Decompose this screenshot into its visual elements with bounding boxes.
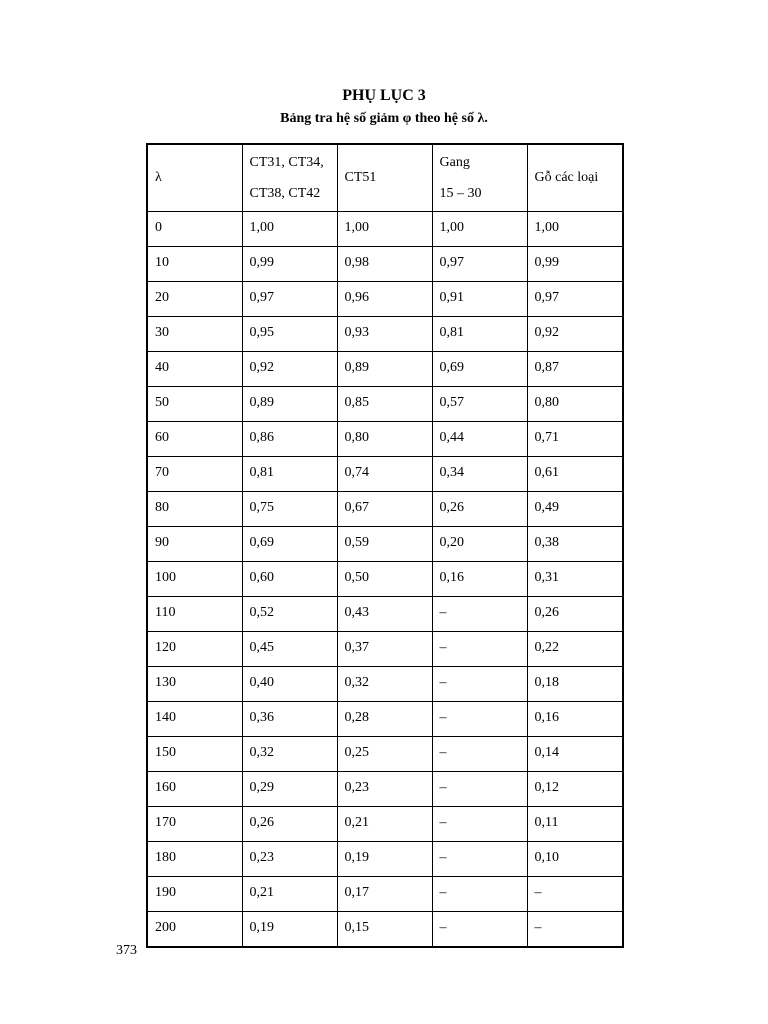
steel-cell: 0,26 [242, 807, 337, 842]
wood-cell: 0,80 [527, 387, 623, 422]
ct51-cell: 0,89 [337, 352, 432, 387]
gang-cell: 0,16 [432, 562, 527, 597]
gang-cell: – [432, 737, 527, 772]
wood-cell: 0,97 [527, 282, 623, 317]
header-steel [242, 144, 337, 212]
header-gang-line2: 15 – 30 [439, 185, 482, 201]
gang-cell: – [432, 772, 527, 807]
wood-cell: 0,12 [527, 772, 623, 807]
wood-cell: 0,38 [527, 527, 623, 562]
table-row [147, 247, 623, 282]
lambda-cell: 170 [147, 807, 242, 842]
gang-cell: – [432, 877, 527, 912]
wood-cell: 0,18 [527, 667, 623, 702]
ct51-cell: 0,15 [337, 912, 432, 948]
lambda-cell: 10 [147, 247, 242, 282]
table-body [147, 144, 623, 947]
table-row [147, 772, 623, 807]
lambda-cell: 60 [147, 422, 242, 457]
steel-cell: 0,45 [242, 632, 337, 667]
wood-cell: 1,00 [527, 212, 623, 247]
gang-cell: – [432, 807, 527, 842]
ct51-cell: 0,98 [337, 247, 432, 282]
table-row [147, 807, 623, 842]
table-row [147, 527, 623, 562]
lambda-cell: 20 [147, 282, 242, 317]
lambda-cell: 90 [147, 527, 242, 562]
gang-cell: 1,00 [432, 212, 527, 247]
lambda-cell: 120 [147, 632, 242, 667]
lambda-cell: 80 [147, 492, 242, 527]
wood-cell: 0,71 [527, 422, 623, 457]
steel-cell: 0,69 [242, 527, 337, 562]
ct51-cell: 0,67 [337, 492, 432, 527]
table-row [147, 842, 623, 877]
steel-cell: 0,60 [242, 562, 337, 597]
ct51-cell: 0,96 [337, 282, 432, 317]
table-row [147, 632, 623, 667]
table-row [147, 912, 623, 948]
ct51-cell: 0,28 [337, 702, 432, 737]
lambda-cell: 100 [147, 562, 242, 597]
ct51-cell: 0,85 [337, 387, 432, 422]
lambda-cell: 140 [147, 702, 242, 737]
ct51-cell: 0,17 [337, 877, 432, 912]
steel-cell: 0,92 [242, 352, 337, 387]
wood-cell: 0,61 [527, 457, 623, 492]
coefficient-table [146, 143, 624, 948]
steel-cell: 1,00 [242, 212, 337, 247]
steel-cell: 0,19 [242, 912, 337, 948]
gang-cell: 0,69 [432, 352, 527, 387]
gang-cell: 0,97 [432, 247, 527, 282]
gang-cell: – [432, 632, 527, 667]
ct51-cell: 0,32 [337, 667, 432, 702]
table-row [147, 597, 623, 632]
steel-cell: 0,86 [242, 422, 337, 457]
header-lambda: λ [147, 144, 242, 212]
table-row [147, 877, 623, 912]
gang-cell: 0,20 [432, 527, 527, 562]
gang-cell: 0,81 [432, 317, 527, 352]
gang-cell: 0,91 [432, 282, 527, 317]
wood-cell: 0,16 [527, 702, 623, 737]
wood-cell: 0,11 [527, 807, 623, 842]
header-gang [432, 144, 527, 212]
table-row [147, 387, 623, 422]
wood-cell: 0,10 [527, 842, 623, 877]
lambda-cell: 190 [147, 877, 242, 912]
ct51-cell: 0,80 [337, 422, 432, 457]
table-row [147, 317, 623, 352]
gang-cell: – [432, 842, 527, 877]
ct51-cell: 0,43 [337, 597, 432, 632]
wood-cell: 0,14 [527, 737, 623, 772]
header-wood: Gỗ các loại [527, 144, 623, 212]
steel-cell: 0,75 [242, 492, 337, 527]
lambda-cell: 150 [147, 737, 242, 772]
table-header-row [147, 144, 623, 212]
ct51-cell: 0,74 [337, 457, 432, 492]
lambda-cell: 110 [147, 597, 242, 632]
steel-cell: 0,40 [242, 667, 337, 702]
steel-cell: 0,21 [242, 877, 337, 912]
lambda-cell: 30 [147, 317, 242, 352]
gang-cell: 0,44 [432, 422, 527, 457]
ct51-cell: 1,00 [337, 212, 432, 247]
steel-cell: 0,99 [242, 247, 337, 282]
wood-cell: 0,92 [527, 317, 623, 352]
ct51-cell: 0,37 [337, 632, 432, 667]
wood-cell: 0,99 [527, 247, 623, 282]
header-ct51: CT51 [337, 144, 432, 212]
steel-cell: 0,29 [242, 772, 337, 807]
gang-cell: – [432, 912, 527, 948]
ct51-cell: 0,59 [337, 527, 432, 562]
header-gang-line1: Gang [439, 154, 470, 170]
steel-cell: 0,52 [242, 597, 337, 632]
table-row [147, 702, 623, 737]
ct51-cell: 0,50 [337, 562, 432, 597]
gang-cell: 0,57 [432, 387, 527, 422]
wood-cell: 0,22 [527, 632, 623, 667]
header-steel-line2: CT38, CT42 [249, 185, 321, 201]
table-row [147, 422, 623, 457]
lambda-cell: 50 [147, 387, 242, 422]
wood-cell: – [527, 912, 623, 948]
ct51-cell: 0,19 [337, 842, 432, 877]
gang-cell: – [432, 597, 527, 632]
table-row [147, 212, 623, 247]
lambda-cell: 70 [147, 457, 242, 492]
table-row [147, 562, 623, 597]
steel-cell: 0,23 [242, 842, 337, 877]
lambda-cell: 160 [147, 772, 242, 807]
lambda-cell: 0 [147, 212, 242, 247]
lambda-cell: 180 [147, 842, 242, 877]
table-row [147, 282, 623, 317]
steel-cell: 0,81 [242, 457, 337, 492]
table-row [147, 492, 623, 527]
steel-cell: 0,97 [242, 282, 337, 317]
steel-cell: 0,36 [242, 702, 337, 737]
lambda-cell: 200 [147, 912, 242, 948]
gang-cell: 0,26 [432, 492, 527, 527]
ct51-cell: 0,25 [337, 737, 432, 772]
steel-cell: 0,32 [242, 737, 337, 772]
table-row [147, 667, 623, 702]
table-caption: Bảng tra hệ số giảm φ theo hệ số λ. [280, 111, 488, 126]
lambda-cell: 40 [147, 352, 242, 387]
wood-cell: 0,49 [527, 492, 623, 527]
header-steel-line1: CT31, CT34, [249, 154, 324, 170]
steel-cell: 0,95 [242, 317, 337, 352]
gang-cell: – [432, 702, 527, 737]
page-number: 373 [116, 943, 137, 958]
lambda-cell: 130 [147, 667, 242, 702]
wood-cell: 0,31 [527, 562, 623, 597]
table-row [147, 352, 623, 387]
table-row [147, 737, 623, 772]
wood-cell: 0,26 [527, 597, 623, 632]
table-row [147, 457, 623, 492]
gang-cell: 0,34 [432, 457, 527, 492]
ct51-cell: 0,23 [337, 772, 432, 807]
page-title: PHỤ LỤC 3 [342, 87, 426, 104]
ct51-cell: 0,93 [337, 317, 432, 352]
wood-cell: – [527, 877, 623, 912]
steel-cell: 0,89 [242, 387, 337, 422]
ct51-cell: 0,21 [337, 807, 432, 842]
wood-cell: 0,87 [527, 352, 623, 387]
gang-cell: – [432, 667, 527, 702]
